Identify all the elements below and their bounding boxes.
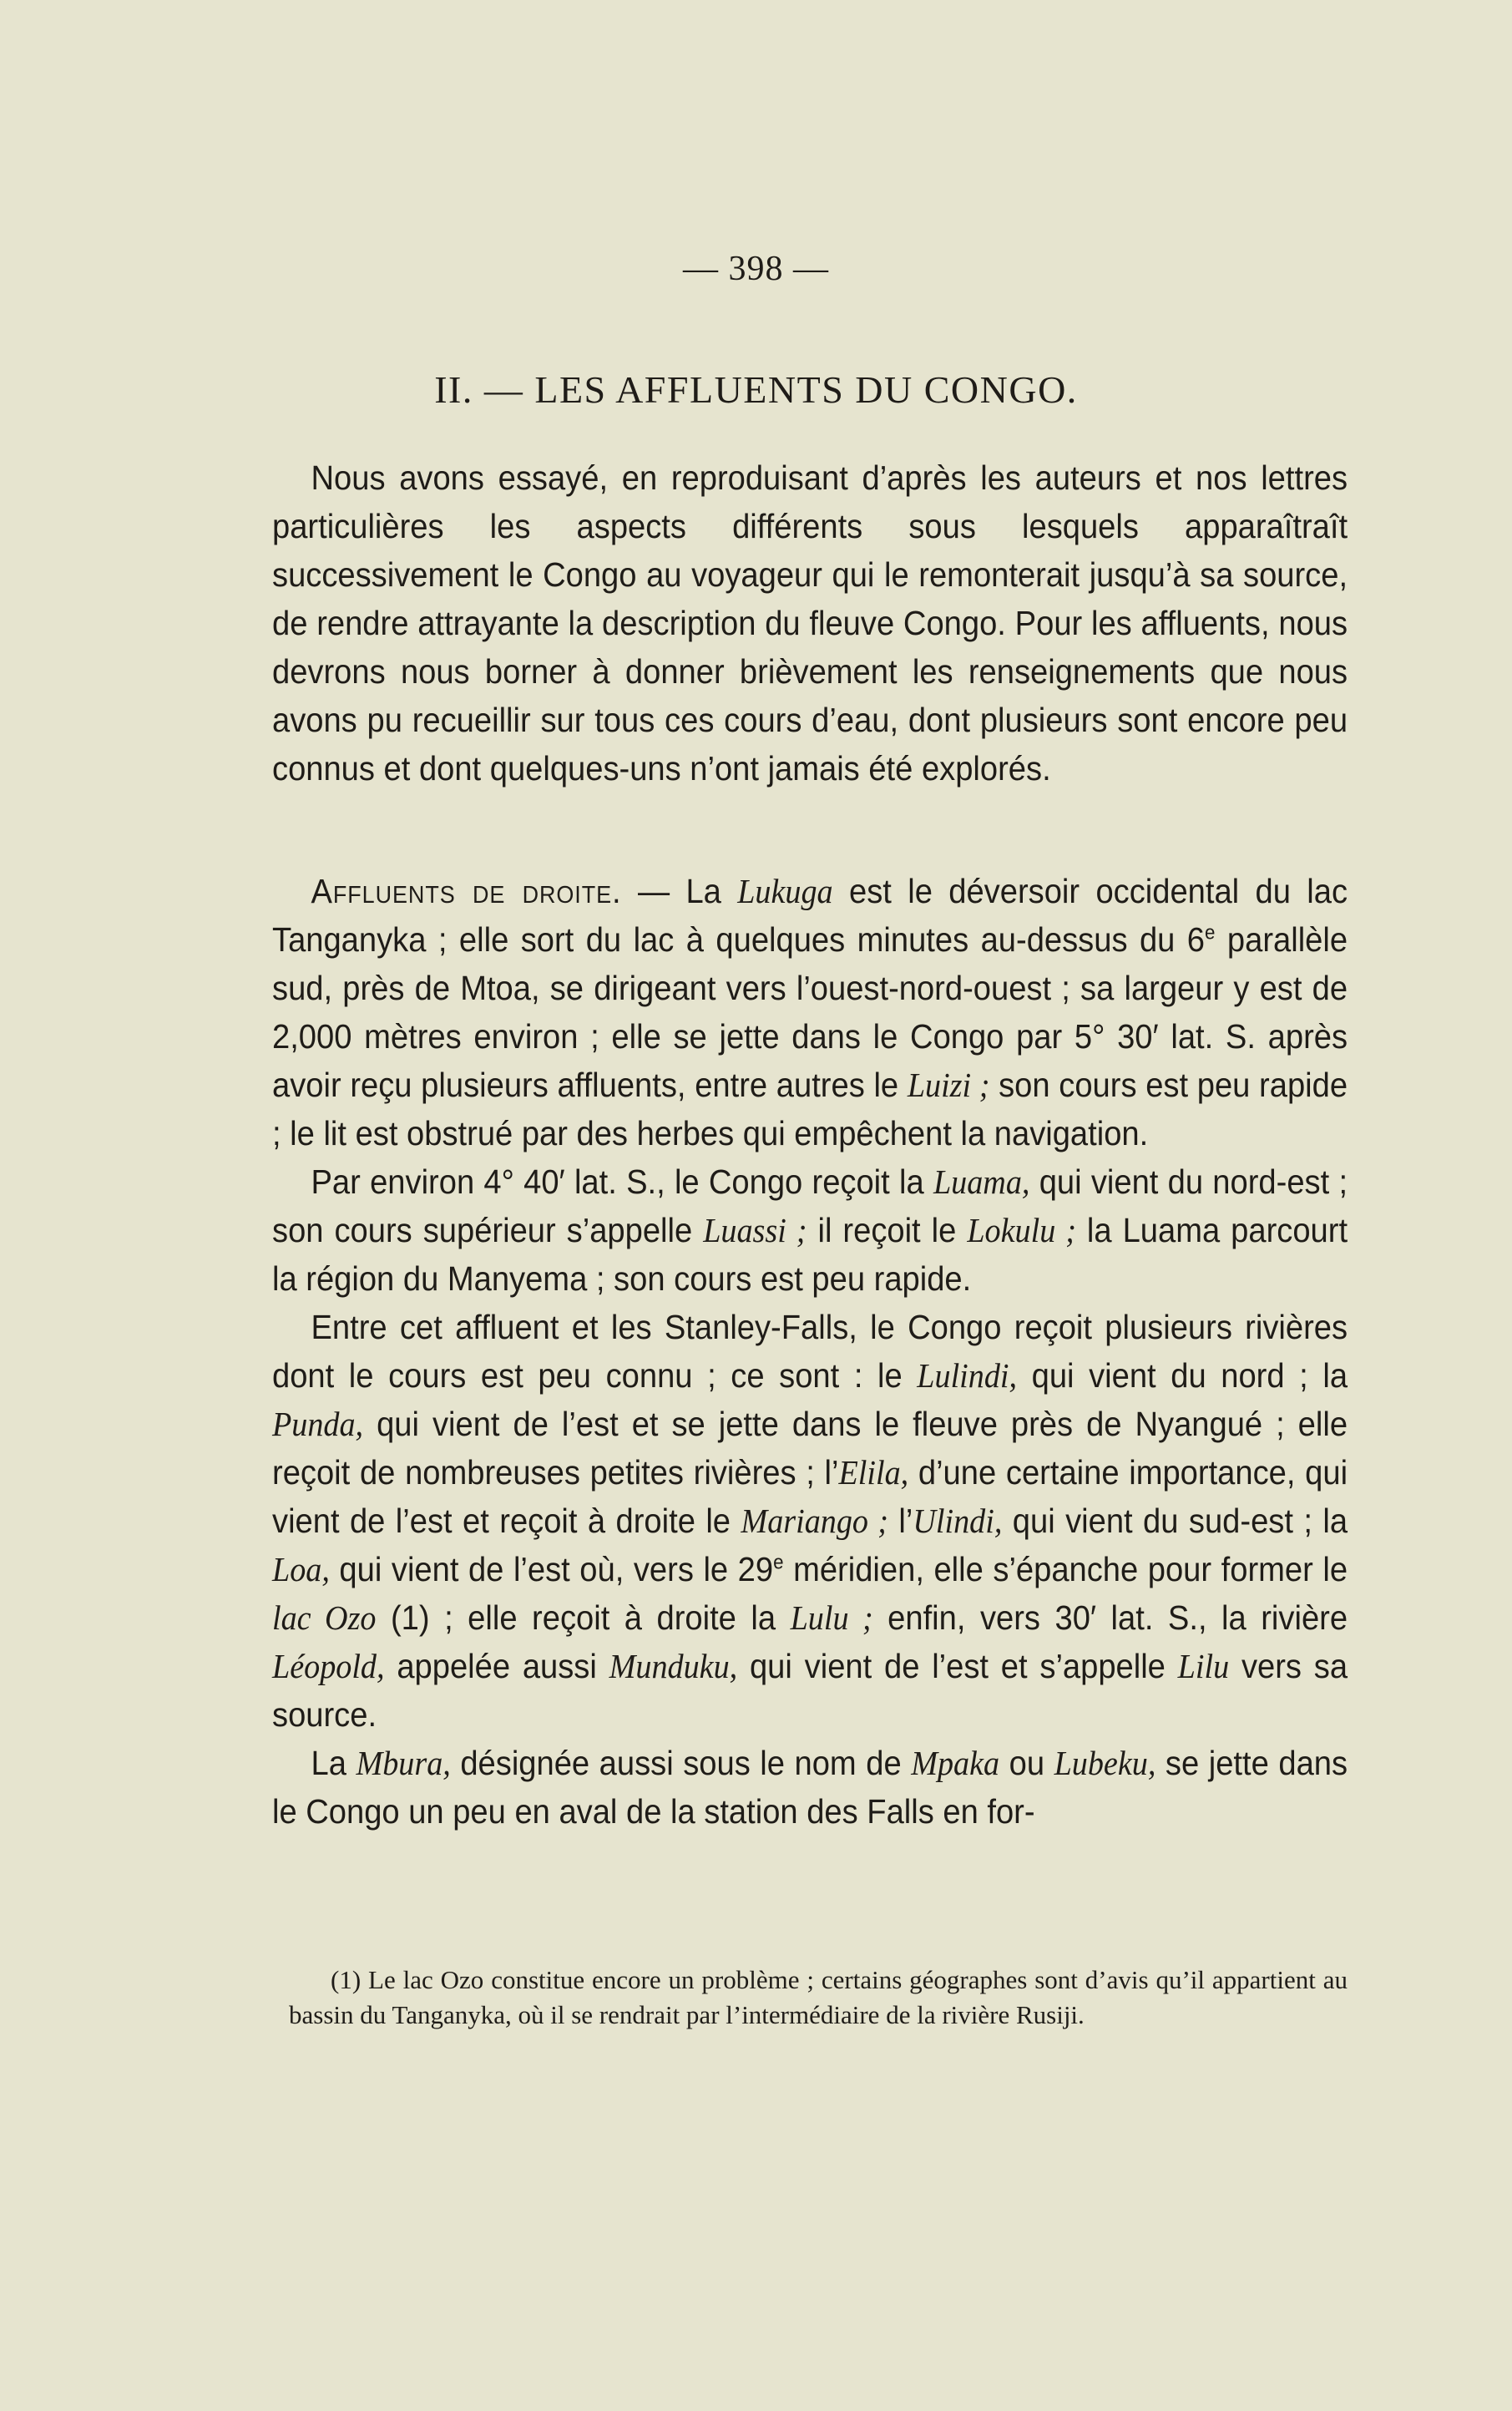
superscript: e	[773, 1551, 784, 1574]
text-run: La	[311, 1744, 357, 1782]
superscript: e	[1205, 921, 1216, 945]
text-run: qui vient de l’est où, vers le 29	[329, 1550, 774, 1588]
river-name: Ulindi,	[913, 1502, 1003, 1540]
text-run: (1) ; elle reçoit à droite la	[376, 1598, 791, 1637]
text-run: qui vient du sud-est ; la	[1002, 1502, 1348, 1540]
lake-name: lac Ozo	[272, 1598, 377, 1637]
text-run: l’	[888, 1502, 913, 1540]
text-run: appelée aussi	[384, 1647, 609, 1685]
paragraph-mbura	[272, 1739, 1348, 1836]
text-run: désignée aussi sous le nom de	[450, 1744, 912, 1782]
river-name: Lubeku,	[1054, 1744, 1156, 1782]
intro-block	[272, 453, 1348, 793]
subheading: Affluents de droite.	[311, 872, 622, 910]
text-run: vers sa source.	[272, 1647, 1348, 1734]
river-name: Lokulu ;	[967, 1211, 1076, 1249]
text-run: il reçoit le	[807, 1211, 968, 1249]
text-run: d’une certaine importance, qui vient de l’est et reçoit à droite le	[272, 1453, 1348, 1540]
text-run: parallèle sud, près de Mtoa, se dirigeant vers l’ouest-nord-ouest ; sa largeur y est de 2,000 mètres environ ; elle se jette dans le Congo par 5° 30′ lat. S. après avoir reçu plusieurs affluents, entre autres le	[272, 920, 1348, 1104]
text-run: est le déversoir occidental du lac Tanganyka ; elle sort du lac à quelques minutes au-dessus du 6	[272, 872, 1348, 959]
text-run: qui vient de l’est et s’appelle	[737, 1647, 1178, 1685]
river-name: Elila,	[838, 1453, 909, 1492]
river-name: Lilu	[1177, 1647, 1230, 1685]
text-run: la Luama parcourt la région du Manyema ; son cours est peu rapide.	[272, 1211, 1348, 1298]
main-text	[272, 867, 1348, 1836]
river-name: Léopold,	[272, 1647, 385, 1685]
text-run: ou	[999, 1744, 1054, 1782]
text-run: enfin, vers 30′ lat. S., la rivière	[872, 1598, 1348, 1637]
river-name: Munduku,	[609, 1647, 738, 1685]
footnote-text: (1) Le lac Ozo constitue encore un problème ; certains géographes sont d’avis qu’il appartient au bassin du Tanganyka, où il se rendrait par l’intermédiaire de la rivière Rusiji.	[289, 1965, 1348, 2029]
river-name: Lulindi,	[917, 1356, 1018, 1395]
text-run: qui vient du nord-est ; son cours supérieur s’appelle	[272, 1162, 1348, 1249]
intro-paragraph: Nous avons essayé, en reproduisant d’après les auteurs et nos lettres particulières les aspects différents sous lesquels apparaîtraît successivement le Congo au voyageur qui le remonterait jusqu’à sa source, de rendre attrayante la description du fleuve Congo. Pour les affluents, nous devrons nous borner à donner brièvement les renseignements que nous avons pu recueillir sur tous ces cours d’eau, dont plusieurs sont encore peu connus et dont quelques-uns n’ont jamais été explorés.	[272, 458, 1348, 788]
paragraph-right-affluents	[272, 867, 1348, 1157]
text-run: Par environ 4° 40′ lat. S., le Congo reçoit la	[311, 1162, 933, 1201]
paragraph-luama	[272, 1157, 1348, 1303]
river-name: Mariango ;	[741, 1502, 889, 1540]
text-run: qui vient de l’est et se jette dans le fleuve près de Nyangué ; elle reçoit de nombreuses petites rivières ; l’	[272, 1405, 1348, 1492]
text-run: — La	[621, 872, 738, 910]
river-name: Luama,	[933, 1162, 1030, 1201]
footnote	[289, 1963, 1348, 2033]
text-run: se jette dans le Congo un peu en aval de la station des Falls en for-	[272, 1744, 1348, 1831]
text-run: son cours est peu rapide ; le lit est obstrué par des herbes qui empêchent la navigation.	[272, 1066, 1348, 1152]
river-name: Punda,	[272, 1405, 364, 1443]
river-name: Lulu ;	[790, 1598, 873, 1637]
text-run: méridien, elle s’épanche pour former le	[783, 1550, 1348, 1588]
page-number: — 398 —	[683, 250, 829, 288]
text-run: qui vient du nord ; la	[1017, 1356, 1348, 1395]
river-name: Mbura,	[356, 1744, 451, 1782]
river-name: Luizi ;	[907, 1066, 990, 1104]
text-run: Entre cet affluent et les Stanley-Falls, le Congo reçoit plusieurs rivières dont le cours est peu connu ; ce sont : le	[272, 1308, 1348, 1395]
river-name: Lukuga	[737, 872, 833, 910]
river-name: Luassi ;	[703, 1211, 807, 1249]
section-title: II. — LES AFFLUENTS DU CONGO.	[434, 368, 1078, 411]
river-name: Loa,	[272, 1550, 330, 1588]
river-name: Mpaka	[911, 1744, 1000, 1782]
paragraph-stanley-falls	[272, 1303, 1348, 1739]
